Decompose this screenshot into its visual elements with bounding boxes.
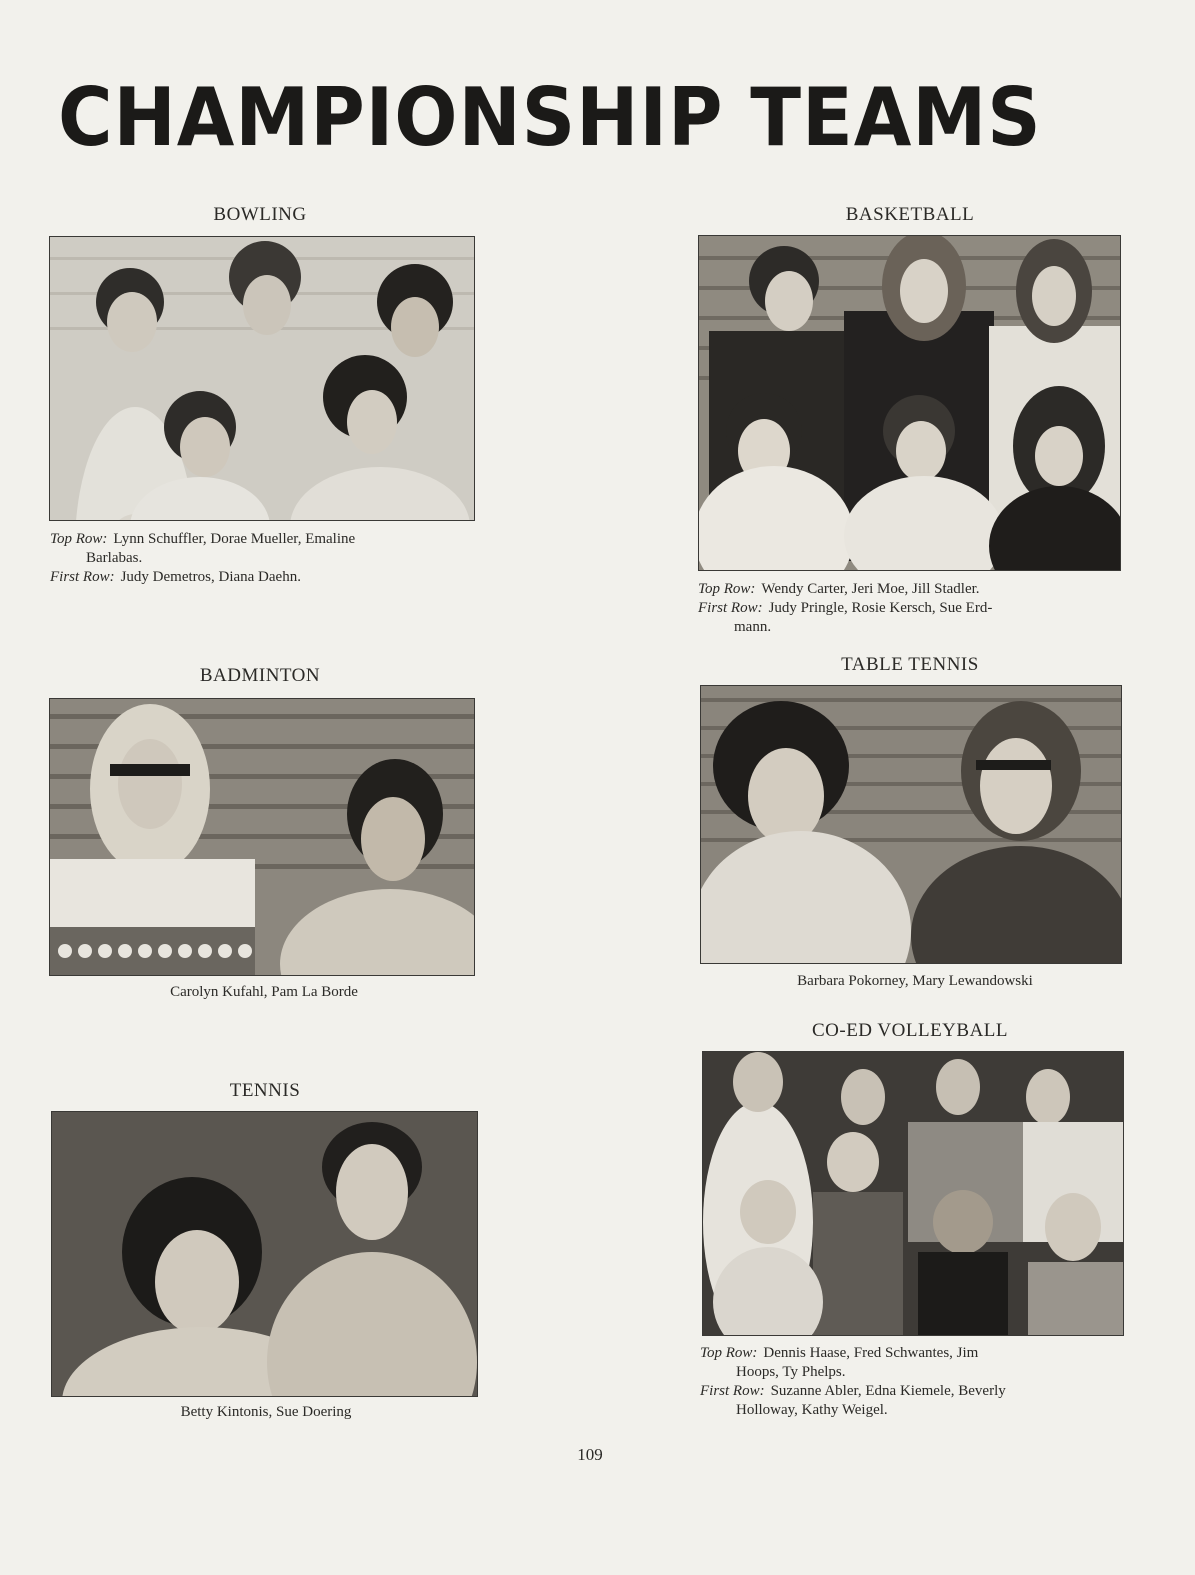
coed-volleyball-first-row-names-cont: Holloway, Kathy Weigel. [736,1402,888,1418]
basketball-heading: BASKETBALL [845,204,975,225]
basketball-team-photo [698,235,1121,571]
bowling-caption [50,530,490,587]
coed-volleyball-first-row-names: Suzanne Abler, Edna Kiemele, Beverly [770,1383,1006,1399]
basketball-caption [698,580,1130,637]
table-tennis-caption [700,972,1130,991]
table-tennis-heading: TABLE TENNIS [841,654,979,675]
tennis-caption [51,1403,481,1422]
bowling-top-row-names-cont: Barlabas. [86,550,143,566]
table-tennis-team-photo [700,685,1122,964]
basketball-first-row-names-cont: mann. [734,619,772,635]
coed-volleyball-caption [700,1344,1130,1420]
basketball-first-row-names: Judy Pringle, Rosie Kersch, Sue Erd- [768,600,993,616]
tennis-names: Betty Kintonis, Sue Doering [180,1404,352,1420]
coed-volleyball-team-photo [702,1051,1124,1336]
basketball-top-row-names: Wendy Carter, Jeri Moe, Jill Stadler. [761,581,980,597]
badminton-team-photo [49,698,475,976]
bowling-top-row-names: Lynn Schuffler, Dorae Mueller, Emaline [113,531,356,547]
coed-volleyball-heading: CO-ED VOLLEYBALL [811,1020,1009,1041]
basketball-top-row-label: Top Row: [698,581,756,597]
bowling-top-row-label: Top Row: [50,531,108,547]
basketball-first-row-label: First Row: [698,600,763,616]
bowling-first-row-label: First Row: [50,569,115,585]
table-tennis-names: Barbara Pokorney, Mary Lewandowski [797,973,1033,989]
bowling-team-photo [49,236,475,521]
coed-volleyball-top-row-names-cont: Hoops, Ty Phelps. [736,1364,846,1380]
coed-volleyball-first-row-label: First Row: [700,1383,765,1399]
page-number: 109 [577,1445,603,1464]
bowling-first-row-names: Judy Demetros, Diana Daehn. [120,569,301,585]
page-title: CHAMPIONSHIP TEAMS [58,71,1042,164]
badminton-names: Carolyn Kufahl, Pam La Borde [170,984,358,1000]
badminton-heading: BADMINTON [199,665,321,686]
tennis-team-photo [51,1111,478,1397]
tennis-heading: TENNIS [229,1080,301,1101]
coed-volleyball-top-row-names: Dennis Haase, Fred Schwantes, Jim [763,1345,979,1361]
badminton-caption [49,983,479,1002]
bowling-heading: BOWLING [213,204,307,225]
coed-volleyball-top-row-label: Top Row: [700,1345,758,1361]
